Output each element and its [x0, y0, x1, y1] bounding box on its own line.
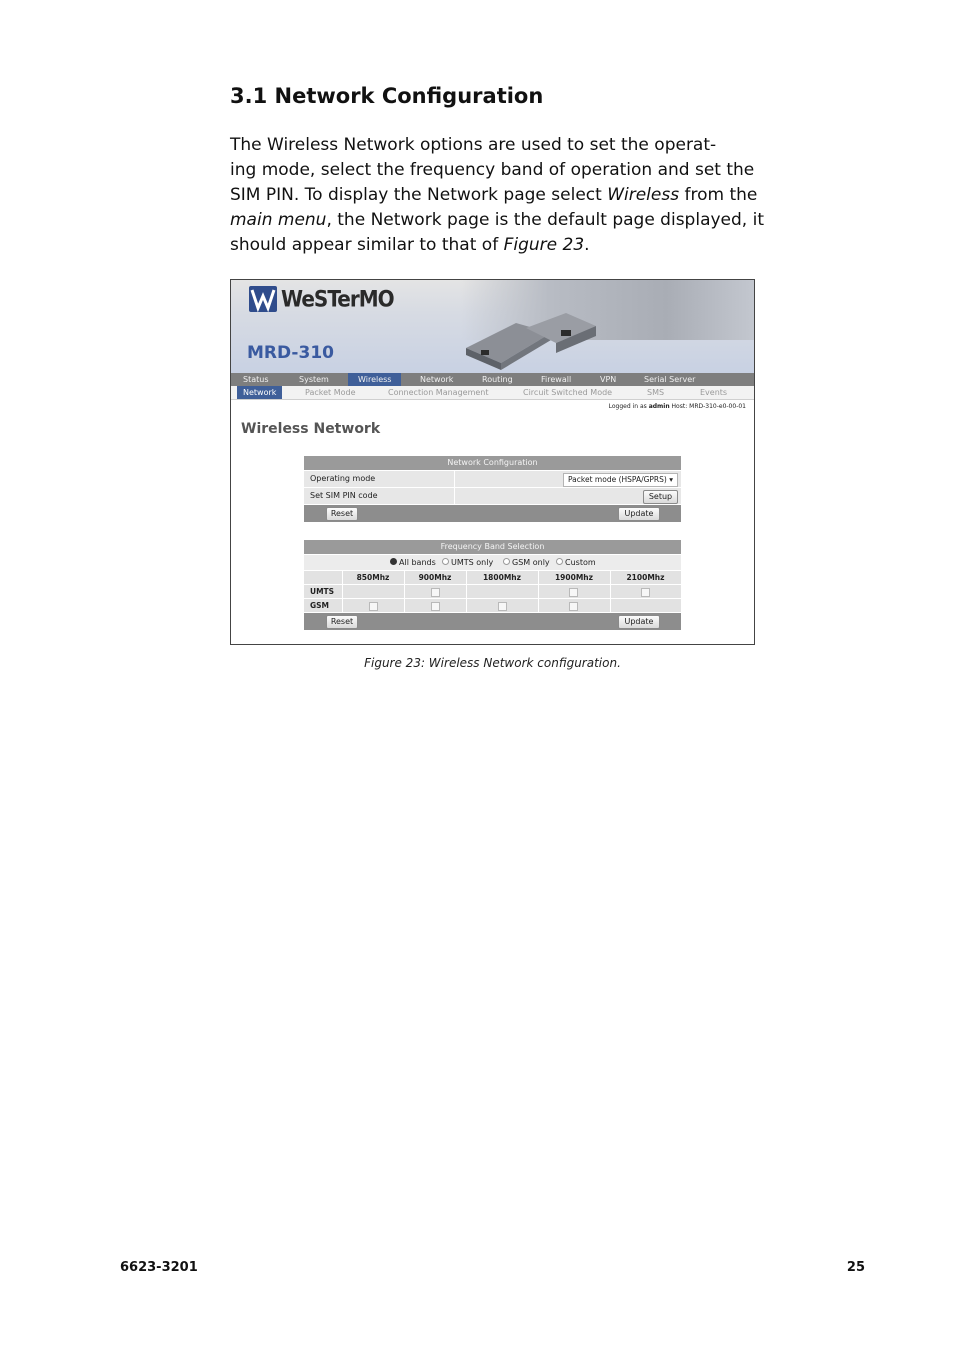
page-title: Wireless Network	[241, 421, 381, 437]
gsm-900-checkbox[interactable]	[431, 602, 440, 611]
menu-system[interactable]: System	[299, 375, 329, 384]
network-config-button-bar	[304, 504, 681, 522]
submenu-circuit-switched-mode[interactable]: Circuit Switched Mode	[523, 388, 613, 397]
umts-900-checkbox[interactable]	[431, 588, 440, 597]
section-heading: 3.1 Network Configuration	[230, 84, 544, 108]
logo-w-icon	[249, 286, 277, 312]
figure-caption: Figure 23: Wireless Network configuration.	[364, 656, 621, 670]
submenu-sms[interactable]: SMS	[647, 388, 665, 397]
frequency-button-bar	[304, 612, 681, 630]
document-number: 6623-3201	[120, 1260, 198, 1275]
radio-all-bands[interactable]: All bands	[390, 555, 436, 570]
radio-icon	[442, 558, 449, 565]
radio-gsm-only[interactable]: GSM only	[503, 555, 550, 570]
radio-umts-only[interactable]: UMTS only	[442, 555, 493, 570]
gsm-1900-checkbox[interactable]	[569, 602, 578, 611]
network-config-header: Network Configuration	[304, 456, 681, 470]
column-1800: 1800Mhz	[482, 573, 522, 582]
umts-label: UMTS	[310, 587, 335, 596]
submenu-packet-mode[interactable]: Packet Mode	[305, 388, 356, 397]
product-name: MRD-310	[247, 343, 334, 363]
gsm-850-checkbox[interactable]	[369, 602, 378, 611]
gsm-label: GSM	[310, 601, 330, 610]
submenu-network[interactable]: Network	[237, 386, 282, 399]
paragraph-line: main menu, the Network page is the default page displayed, it	[230, 210, 764, 230]
login-user: admin	[648, 403, 670, 410]
reset-button[interactable]: Reset	[326, 615, 358, 629]
band-radio-group	[304, 554, 681, 570]
device-image	[456, 308, 606, 373]
umts-row	[304, 584, 681, 598]
figure-screenshot	[230, 279, 755, 645]
operating-mode-label: Operating mode	[310, 474, 376, 483]
menu-network[interactable]: Network	[420, 375, 454, 384]
frequency-header: Frequency Band Selection	[304, 540, 681, 554]
header-banner	[231, 280, 754, 373]
reset-button[interactable]: Reset	[326, 507, 358, 521]
sub-menu	[231, 386, 754, 400]
page-number: 25	[846, 1260, 865, 1275]
westermo-logo	[231, 283, 394, 313]
radio-custom[interactable]: Custom	[556, 555, 596, 570]
paragraph-line: ing mode, select the frequency band of operation and set the	[230, 160, 755, 180]
operating-mode-row	[304, 470, 681, 487]
dropdown-arrow-icon: ▾	[669, 475, 673, 484]
column-850: 850Mhz	[356, 573, 390, 582]
setup-button[interactable]: Setup	[643, 490, 678, 504]
update-button[interactable]: Update	[618, 507, 660, 521]
paragraph-line: SIM PIN. To display the Network page select Wireless from the	[230, 185, 758, 205]
umts-2100-checkbox[interactable]	[641, 588, 650, 597]
main-menu-term: main menu	[230, 210, 327, 230]
column-1900: 1900Mhz	[554, 573, 594, 582]
umts-1900-checkbox[interactable]	[569, 588, 578, 597]
frequency-table	[304, 540, 681, 630]
figure-ref: Figure 23	[503, 235, 585, 255]
gsm-1800-checkbox[interactable]	[498, 602, 507, 611]
logo-text: WeSTerMO	[281, 285, 394, 313]
submenu-events[interactable]: Events	[700, 388, 728, 397]
menu-vpn[interactable]: VPN	[600, 375, 617, 384]
update-button[interactable]: Update	[618, 615, 660, 629]
column-2100: 2100Mhz	[626, 573, 665, 582]
paragraph-line: The Wireless Network options are used to set the operat-	[230, 135, 717, 155]
radio-icon	[503, 558, 510, 565]
menu-routing[interactable]: Routing	[482, 375, 513, 384]
sim-pin-label: Set SIM PIN code	[310, 491, 378, 500]
menu-wireless[interactable]: Wireless	[348, 373, 401, 386]
operating-mode-select[interactable]: Packet mode (HSPA/GPRS) ▾	[563, 473, 678, 487]
band-grid	[304, 570, 681, 612]
gsm-row	[304, 598, 681, 612]
submenu-connection-management[interactable]: Connection Management	[388, 388, 489, 397]
radio-icon	[556, 558, 563, 565]
menu-firewall[interactable]: Firewall	[541, 375, 572, 384]
sim-pin-row	[304, 487, 681, 504]
radio-selected-icon	[390, 558, 397, 565]
body-paragraph	[230, 133, 764, 258]
band-header-row	[304, 570, 681, 584]
column-900: 900Mhz	[418, 573, 452, 582]
menu-serial-server[interactable]: Serial Server	[644, 375, 696, 384]
paragraph-line: should appear similar to that of Figure 23.	[230, 235, 590, 255]
network-config-table	[304, 456, 681, 522]
main-menu	[231, 373, 754, 386]
login-status: Logged in as admin Host: MRD-310-e0-00-01	[608, 403, 746, 410]
menu-status[interactable]: Status	[243, 375, 269, 384]
wireless-term: Wireless	[607, 185, 680, 205]
